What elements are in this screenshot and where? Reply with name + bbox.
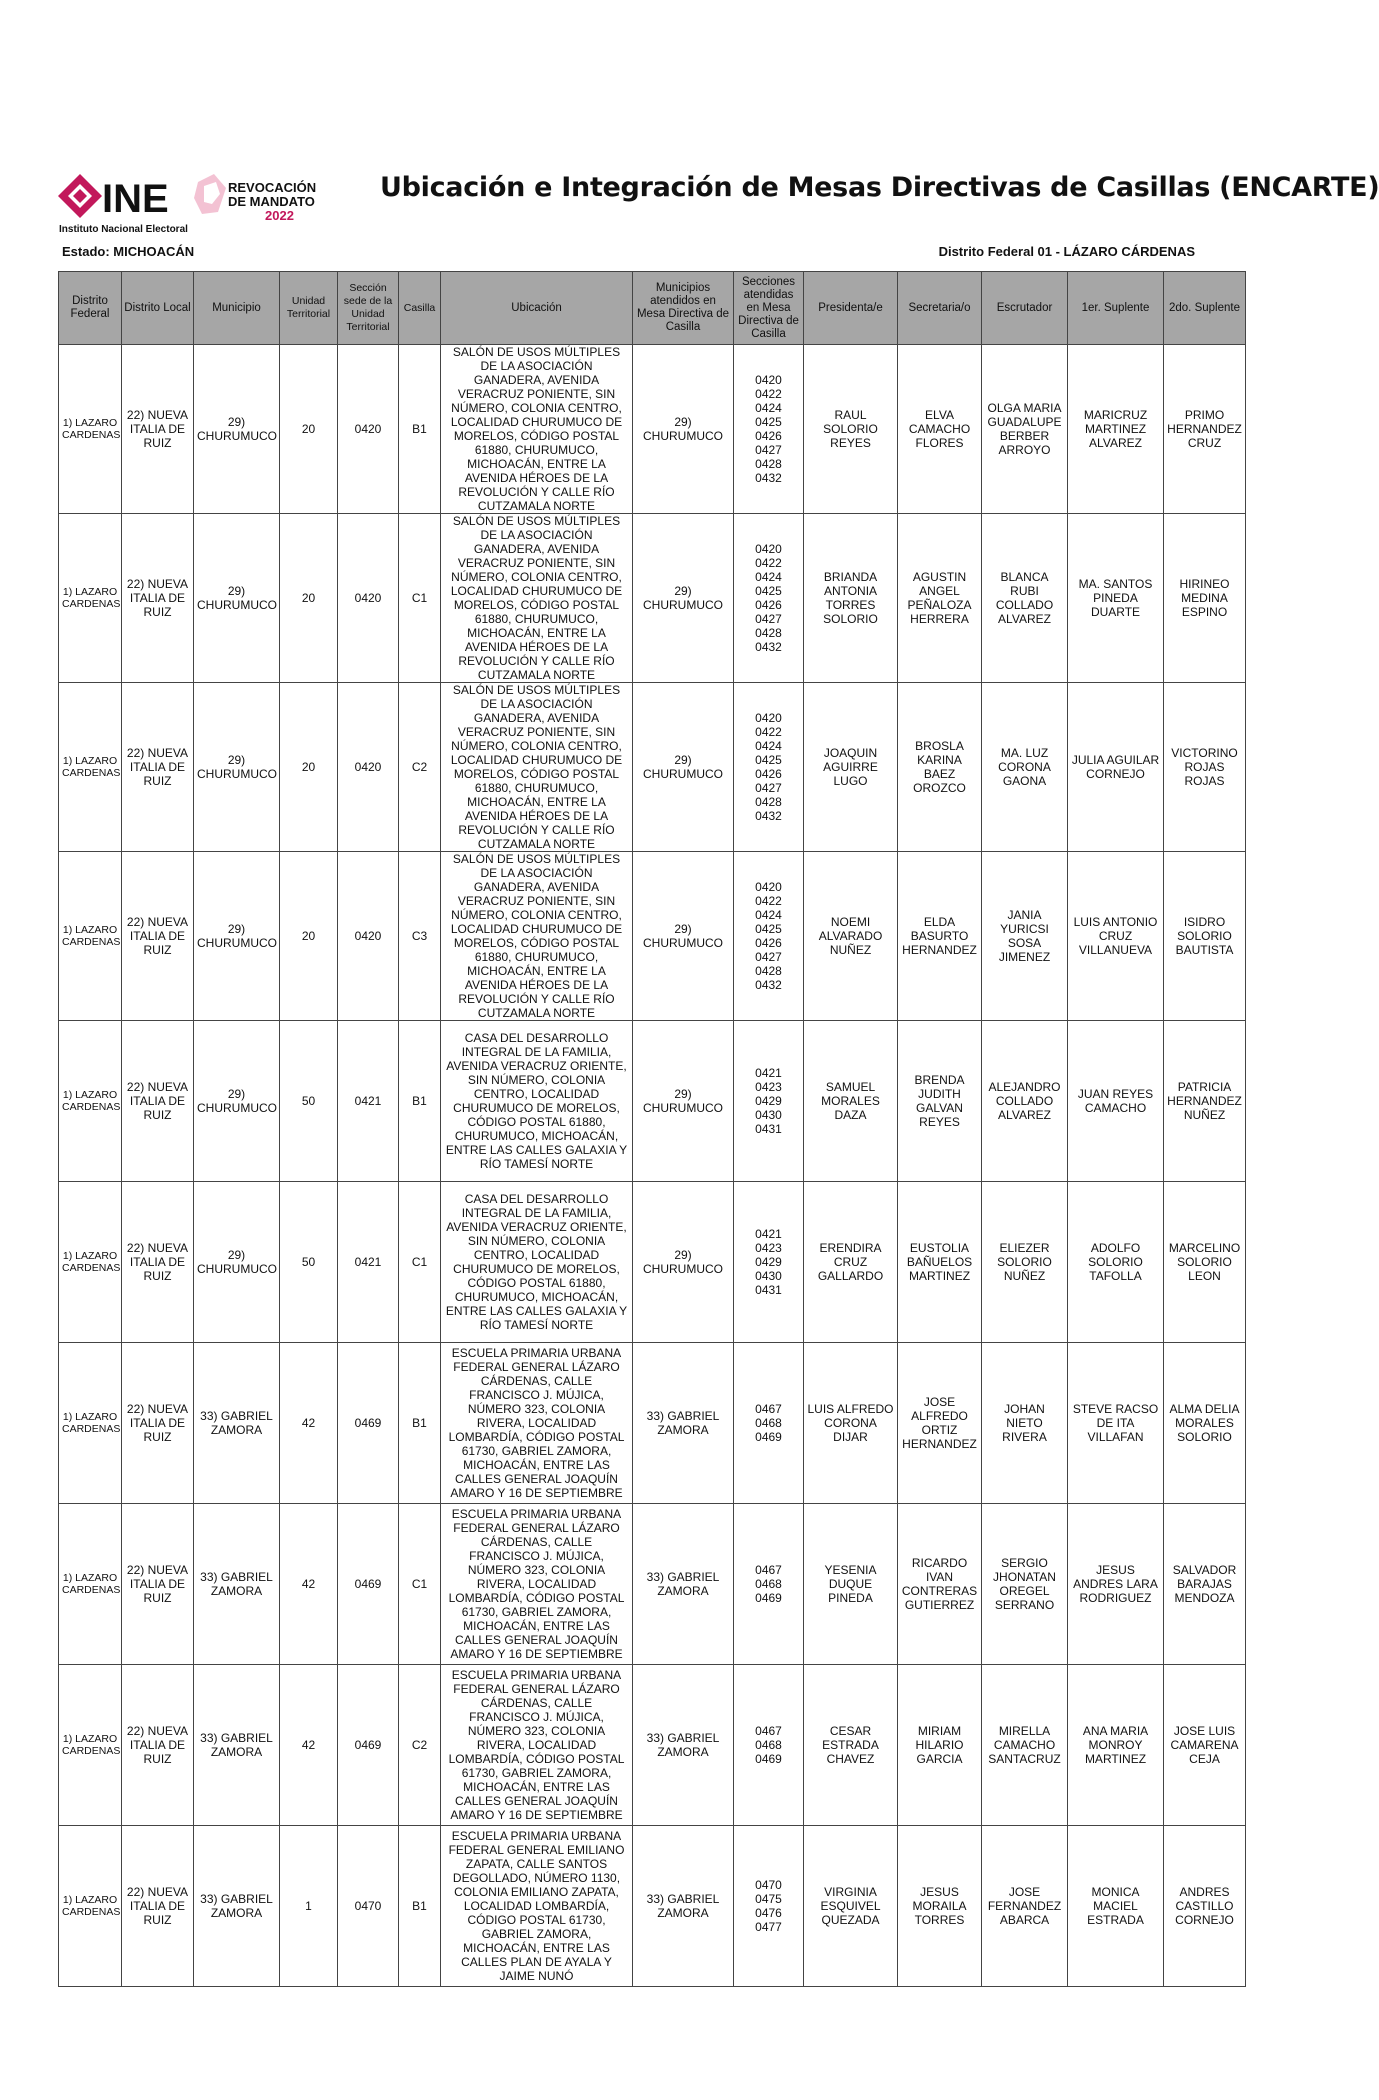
cell-distrito-federal: 1) LAZARO CARDENAS — [59, 1665, 122, 1826]
estado-label: Estado: MICHOACÁN — [62, 244, 195, 259]
cell-ubicacion: CASA DEL DESARROLLO INTEGRAL DE LA FAMILIA, AVENIDA VERACRUZ ORIENTE, SIN NÚMERO, COLONIA CENTRO, LOCALIDAD CHURUMUCO DE MORELOS, CÓDIGO POSTAL 61880, CHURUMUCO, MICHOACÁN, ENTRE LAS CALLES GALAXIA Y RÍO TAMESÍ NORTE — [441, 1021, 633, 1182]
cell-distrito-federal: 1) LAZARO CARDENAS — [59, 1826, 122, 1987]
cell-ubicacion: SALÓN DE USOS MÚLTIPLES DE LA ASOCIACIÓN GANADERA, AVENIDA VERACRUZ PONIENTE, SIN NÚMERO, COLONIA CENTRO, LOCALIDAD CHURUMUCO DE MORELOS, CÓDIGO POSTAL 61880, CHURUMUCO, MICHOACÁN, ENTRE LA AVENIDA HÉROES DE LA REVOLUCIÓN Y CALLE RÍO CUTZAMALA NORTE — [441, 852, 633, 1021]
cell-secciones: 0420 0422 0424 0425 0426 0427 0428 0432 — [734, 852, 804, 1021]
cell-presidente: LUIS ALFREDO CORONA DIJAR — [804, 1343, 898, 1504]
cell-casilla: B1 — [399, 1021, 441, 1182]
cell-suplente2: ANDRES CASTILLO CORNEJO — [1164, 1826, 1246, 1987]
cell-municipios-atendidos: 29) CHURUMUCO — [633, 514, 734, 683]
cell-suplente1: MONICA MACIEL ESTRADA — [1068, 1826, 1164, 1987]
cell-distrito-federal: 1) LAZARO CARDENAS — [59, 683, 122, 852]
cell-municipios-atendidos: 33) GABRIEL ZAMORA — [633, 1826, 734, 1987]
cell-municipio: 29) CHURUMUCO — [194, 1021, 280, 1182]
cell-unidad-territorial: 1 — [280, 1826, 338, 1987]
cell-distrito-local: 22) NUEVA ITALIA DE RUIZ — [122, 683, 194, 852]
cell-municipio: 29) CHURUMUCO — [194, 852, 280, 1021]
cell-escrutador: ELIEZER SOLORIO NUÑEZ — [982, 1182, 1068, 1343]
table-row — [59, 683, 1246, 852]
cell-suplente1: LUIS ANTONIO CRUZ VILLANUEVA — [1068, 852, 1164, 1021]
table-body — [59, 345, 1246, 1987]
col-header: Unidad Territorial — [280, 272, 338, 345]
cell-secretario: EUSTOLIA BAÑUELOS MARTINEZ — [898, 1182, 982, 1343]
cell-unidad-territorial: 42 — [280, 1343, 338, 1504]
cell-presidente: ERENDIRA CRUZ GALLARDO — [804, 1182, 898, 1343]
cell-suplente1: JESUS ANDRES LARA RODRIGUEZ — [1068, 1504, 1164, 1665]
distrito-label: Distrito Federal 01 - LÁZARO CÁRDENAS — [938, 244, 1195, 259]
cell-presidente: JOAQUIN AGUIRRE LUGO — [804, 683, 898, 852]
cell-suplente2: VICTORINO ROJAS ROJAS — [1164, 683, 1246, 852]
cell-seccion-sede: 0420 — [338, 683, 399, 852]
cell-suplente2: PRIMO HERNANDEZ CRUZ — [1164, 345, 1246, 514]
cell-seccion-sede: 0421 — [338, 1021, 399, 1182]
cell-ubicacion: ESCUELA PRIMARIA URBANA FEDERAL GENERAL LÁZARO CÁRDENAS, CALLE FRANCISCO J. MÚJICA, NÚMERO 323, COLONIA RIVERA, LOCALIDAD LOMBARDÍA, CÓDIGO POSTAL 61730, GABRIEL ZAMORA, MICHOACÁN, ENTRE LAS CALLES GENERAL JOAQUÍN AMARO Y 16 DE SEPTIEMBRE — [441, 1665, 633, 1826]
document-title: Ubicación e Integración de Mesas Directivas de Casillas (ENCARTE) — [380, 172, 1379, 203]
cell-seccion-sede: 0421 — [338, 1182, 399, 1343]
cell-ubicacion: CASA DEL DESARROLLO INTEGRAL DE LA FAMILIA, AVENIDA VERACRUZ ORIENTE, SIN NÚMERO, COLONIA CENTRO, LOCALIDAD CHURUMUCO DE MORELOS, CÓDIGO POSTAL 61880, CHURUMUCO, MICHOACÁN, ENTRE LAS CALLES GALAXIA Y RÍO TAMESÍ NORTE — [441, 1182, 633, 1343]
cell-distrito-federal: 1) LAZARO CARDENAS — [59, 1504, 122, 1665]
cell-secretario: BROSLA KARINA BAEZ OROZCO — [898, 683, 982, 852]
table-row — [59, 1343, 1246, 1504]
cell-suplente1: JULIA AGUILAR CORNEJO — [1068, 683, 1164, 852]
col-header: Secciones atendidas en Mesa Directiva de Casilla — [734, 272, 804, 345]
cell-municipios-atendidos: 29) CHURUMUCO — [633, 852, 734, 1021]
cell-casilla: B1 — [399, 1826, 441, 1987]
cell-suplente1: JUAN REYES CAMACHO — [1068, 1021, 1164, 1182]
cell-unidad-territorial: 20 — [280, 683, 338, 852]
cell-suplente2: HIRINEO MEDINA ESPINO — [1164, 514, 1246, 683]
cell-distrito-local: 22) NUEVA ITALIA DE RUIZ — [122, 345, 194, 514]
cell-escrutador: MA. LUZ CORONA GAONA — [982, 683, 1068, 852]
cell-casilla: B1 — [399, 1343, 441, 1504]
cell-ubicacion: ESCUELA PRIMARIA URBANA FEDERAL GENERAL LÁZARO CÁRDENAS, CALLE FRANCISCO J. MÚJICA, NÚMERO 323, COLONIA RIVERA, LOCALIDAD LOMBARDÍA, CÓDIGO POSTAL 61730, GABRIEL ZAMORA, MICHOACÁN, ENTRE LAS CALLES GENERAL JOAQUÍN AMARO Y 16 DE SEPTIEMBRE — [441, 1504, 633, 1665]
cell-municipios-atendidos: 29) CHURUMUCO — [633, 1182, 734, 1343]
cell-secciones: 0421 0423 0429 0430 0431 — [734, 1021, 804, 1182]
cell-distrito-federal: 1) LAZARO CARDENAS — [59, 1182, 122, 1343]
cell-presidente: RAUL SOLORIO REYES — [804, 345, 898, 514]
cell-seccion-sede: 0420 — [338, 345, 399, 514]
cell-distrito-local: 22) NUEVA ITALIA DE RUIZ — [122, 1665, 194, 1826]
cell-unidad-territorial: 20 — [280, 514, 338, 683]
col-header: Secretaria/o — [898, 272, 982, 345]
cell-secciones: 0467 0468 0469 — [734, 1504, 804, 1665]
cell-seccion-sede: 0420 — [338, 514, 399, 683]
cell-secretario: AGUSTIN ANGEL PEÑALOZA HERRERA — [898, 514, 982, 683]
cell-secciones: 0420 0422 0424 0425 0426 0427 0428 0432 — [734, 345, 804, 514]
cell-suplente2: JOSE LUIS CAMARENA CEJA — [1164, 1665, 1246, 1826]
cell-presidente: CESAR ESTRADA CHAVEZ — [804, 1665, 898, 1826]
cell-distrito-local: 22) NUEVA ITALIA DE RUIZ — [122, 852, 194, 1021]
cell-seccion-sede: 0470 — [338, 1826, 399, 1987]
cell-distrito-local: 22) NUEVA ITALIA DE RUIZ — [122, 1343, 194, 1504]
table-row — [59, 1021, 1246, 1182]
cell-suplente2: SALVADOR BARAJAS MENDOZA — [1164, 1504, 1246, 1665]
encarte-table — [58, 271, 1246, 1987]
cell-distrito-federal: 1) LAZARO CARDENAS — [59, 514, 122, 683]
col-header: Presidenta/e — [804, 272, 898, 345]
cell-escrutador: SERGIO JHONATAN OREGEL SERRANO — [982, 1504, 1068, 1665]
cell-escrutador: JANIA YURICSI SOSA JIMENEZ — [982, 852, 1068, 1021]
cell-presidente: BRIANDA ANTONIA TORRES SOLORIO — [804, 514, 898, 683]
cell-suplente1: STEVE RACSO DE ITA VILLAFAN — [1068, 1343, 1164, 1504]
cell-secretario: JESUS MORAILA TORRES — [898, 1826, 982, 1987]
cell-escrutador: JOSE FERNANDEZ ABARCA — [982, 1826, 1068, 1987]
cell-distrito-federal: 1) LAZARO CARDENAS — [59, 1343, 122, 1504]
cell-municipio: 29) CHURUMUCO — [194, 1182, 280, 1343]
cell-secretario: ELDA BASURTO HERNANDEZ — [898, 852, 982, 1021]
cell-distrito-local: 22) NUEVA ITALIA DE RUIZ — [122, 1504, 194, 1665]
cell-ubicacion: SALÓN DE USOS MÚLTIPLES DE LA ASOCIACIÓN GANADERA, AVENIDA VERACRUZ PONIENTE, SIN NÚMERO, COLONIA CENTRO, LOCALIDAD CHURUMUCO DE MORELOS, CÓDIGO POSTAL 61880, CHURUMUCO, MICHOACÁN, ENTRE LA AVENIDA HÉROES DE LA REVOLUCIÓN Y CALLE RÍO CUTZAMALA NORTE — [441, 514, 633, 683]
cell-distrito-federal: 1) LAZARO CARDENAS — [59, 852, 122, 1021]
cell-escrutador: BLANCA RUBI COLLADO ALVAREZ — [982, 514, 1068, 683]
cell-distrito-local: 22) NUEVA ITALIA DE RUIZ — [122, 514, 194, 683]
cell-suplente1: ADOLFO SOLORIO TAFOLLA — [1068, 1182, 1164, 1343]
cell-unidad-territorial: 50 — [280, 1182, 338, 1343]
col-header: Distrito Local — [122, 272, 194, 345]
cell-suplente1: MA. SANTOS PINEDA DUARTE — [1068, 514, 1164, 683]
col-header: Escrutador — [982, 272, 1068, 345]
cell-municipio: 29) CHURUMUCO — [194, 683, 280, 852]
col-header: Sección sede de la Unidad Territorial — [338, 272, 399, 345]
cell-municipio: 33) GABRIEL ZAMORA — [194, 1504, 280, 1665]
cell-casilla: C1 — [399, 1504, 441, 1665]
cell-unidad-territorial: 42 — [280, 1665, 338, 1826]
table-row — [59, 1826, 1246, 1987]
cell-casilla: B1 — [399, 345, 441, 514]
cell-secciones: 0467 0468 0469 — [734, 1343, 804, 1504]
cell-ubicacion: ESCUELA PRIMARIA URBANA FEDERAL GENERAL EMILIANO ZAPATA, CALLE SANTOS DEGOLLADO, NÚMERO 1130, COLONIA EMILIANO ZAPATA, LOCALIDAD LOMBARDÍA, CÓDIGO POSTAL 61730, GABRIEL ZAMORA, MICHOACÁN, ENTRE LAS CALLES PLAN DE AYALA Y JAIME NUNÓ — [441, 1826, 633, 1987]
cell-municipios-atendidos: 33) GABRIEL ZAMORA — [633, 1665, 734, 1826]
cell-municipio: 29) CHURUMUCO — [194, 514, 280, 683]
cell-municipios-atendidos: 29) CHURUMUCO — [633, 1021, 734, 1182]
cell-unidad-territorial: 50 — [280, 1021, 338, 1182]
cell-suplente2: PATRICIA HERNANDEZ NUÑEZ — [1164, 1021, 1246, 1182]
cell-suplente1: MARICRUZ MARTINEZ ALVAREZ — [1068, 345, 1164, 514]
cell-suplente2: MARCELINO SOLORIO LEON — [1164, 1182, 1246, 1343]
cell-municipios-atendidos: 33) GABRIEL ZAMORA — [633, 1343, 734, 1504]
table-row — [59, 345, 1246, 514]
table-row — [59, 1665, 1246, 1826]
cell-distrito-local: 22) NUEVA ITALIA DE RUIZ — [122, 1021, 194, 1182]
cell-secretario: BRENDA JUDITH GALVAN REYES — [898, 1021, 982, 1182]
cell-municipio: 29) CHURUMUCO — [194, 345, 280, 514]
cell-secciones: 0421 0423 0429 0430 0431 — [734, 1182, 804, 1343]
cell-secciones: 0467 0468 0469 — [734, 1665, 804, 1826]
cell-unidad-territorial: 42 — [280, 1504, 338, 1665]
cell-suplente1: ANA MARIA MONROY MARTINEZ — [1068, 1665, 1164, 1826]
cell-municipios-atendidos: 33) GABRIEL ZAMORA — [633, 1504, 734, 1665]
table-row — [59, 514, 1246, 683]
col-header: 2do. Suplente — [1164, 272, 1246, 345]
cell-municipio: 33) GABRIEL ZAMORA — [194, 1665, 280, 1826]
col-header: 1er. Suplente — [1068, 272, 1164, 345]
logo-ine-text: INE — [102, 177, 169, 221]
cell-casilla: C2 — [399, 683, 441, 852]
cell-suplente2: ISIDRO SOLORIO BAUTISTA — [1164, 852, 1246, 1021]
cell-secciones: 0420 0422 0424 0425 0426 0427 0428 0432 — [734, 514, 804, 683]
cell-distrito-federal: 1) LAZARO CARDENAS — [59, 1021, 122, 1182]
cell-municipios-atendidos: 29) CHURUMUCO — [633, 345, 734, 514]
cell-seccion-sede: 0469 — [338, 1343, 399, 1504]
ine-revocacion-logo — [58, 172, 318, 234]
cell-escrutador: OLGA MARIA GUADALUPE BERBER ARROYO — [982, 345, 1068, 514]
cell-unidad-territorial: 20 — [280, 345, 338, 514]
logo-ine-subtitle: Instituto Nacional Electoral — [59, 224, 188, 235]
cell-seccion-sede: 0469 — [338, 1504, 399, 1665]
cell-secretario: ELVA CAMACHO FLORES — [898, 345, 982, 514]
cell-distrito-local: 22) NUEVA ITALIA DE RUIZ — [122, 1182, 194, 1343]
logo-revocacion-line1: REVOCACIÓN — [228, 180, 317, 195]
cell-distrito-local: 22) NUEVA ITALIA DE RUIZ — [122, 1826, 194, 1987]
cell-escrutador: ALEJANDRO COLLADO ALVAREZ — [982, 1021, 1068, 1182]
cell-seccion-sede: 0420 — [338, 852, 399, 1021]
cell-casilla: C3 — [399, 852, 441, 1021]
cell-presidente: SAMUEL MORALES DAZA — [804, 1021, 898, 1182]
cell-presidente: NOEMI ALVARADO NUÑEZ — [804, 852, 898, 1021]
logo-year: 2022 — [265, 208, 294, 223]
cell-municipio: 33) GABRIEL ZAMORA — [194, 1826, 280, 1987]
cell-secretario: RICARDO IVAN CONTRERAS GUTIERREZ — [898, 1504, 982, 1665]
table-header-row — [59, 272, 1246, 345]
cell-casilla: C2 — [399, 1665, 441, 1826]
cell-municipio: 33) GABRIEL ZAMORA — [194, 1343, 280, 1504]
cell-secretario: MIRIAM HILARIO GARCIA — [898, 1665, 982, 1826]
table-row — [59, 1504, 1246, 1665]
cell-presidente: VIRGINIA ESQUIVEL QUEZADA — [804, 1826, 898, 1987]
cell-municipios-atendidos: 29) CHURUMUCO — [633, 683, 734, 852]
col-header: Municipios atendidos en Mesa Directiva de Casilla — [633, 272, 734, 345]
col-header: Casilla — [399, 272, 441, 345]
logo-revocacion-line2: DE MANDATO — [228, 194, 315, 209]
table-row — [59, 852, 1246, 1021]
cell-suplente2: ALMA DELIA MORALES SOLORIO — [1164, 1343, 1246, 1504]
table-row — [59, 1182, 1246, 1343]
cell-secretario: JOSE ALFREDO ORTIZ HERNANDEZ — [898, 1343, 982, 1504]
cell-escrutador: JOHAN NIETO RIVERA — [982, 1343, 1068, 1504]
cell-ubicacion: SALÓN DE USOS MÚLTIPLES DE LA ASOCIACIÓN GANADERA, AVENIDA VERACRUZ PONIENTE, SIN NÚMERO, COLONIA CENTRO, LOCALIDAD CHURUMUCO DE MORELOS, CÓDIGO POSTAL 61880, CHURUMUCO, MICHOACÁN, ENTRE LA AVENIDA HÉROES DE LA REVOLUCIÓN Y CALLE RÍO CUTZAMALA NORTE — [441, 683, 633, 852]
cell-casilla: C1 — [399, 1182, 441, 1343]
cell-ubicacion: SALÓN DE USOS MÚLTIPLES DE LA ASOCIACIÓN GANADERA, AVENIDA VERACRUZ PONIENTE, SIN NÚMERO, COLONIA CENTRO, LOCALIDAD CHURUMUCO DE MORELOS, CÓDIGO POSTAL 61880, CHURUMUCO, MICHOACÁN, ENTRE LA AVENIDA HÉROES DE LA REVOLUCIÓN Y CALLE RÍO CUTZAMALA NORTE — [441, 345, 633, 514]
cell-presidente: YESENIA DUQUE PINEDA — [804, 1504, 898, 1665]
cell-casilla: C1 — [399, 514, 441, 683]
cell-seccion-sede: 0469 — [338, 1665, 399, 1826]
col-header: Ubicación — [441, 272, 633, 345]
cell-escrutador: MIRELLA CAMACHO SANTACRUZ — [982, 1665, 1068, 1826]
cell-unidad-territorial: 20 — [280, 852, 338, 1021]
cell-distrito-federal: 1) LAZARO CARDENAS — [59, 345, 122, 514]
cell-secciones: 0420 0422 0424 0425 0426 0427 0428 0432 — [734, 683, 804, 852]
cell-ubicacion: ESCUELA PRIMARIA URBANA FEDERAL GENERAL LÁZARO CÁRDENAS, CALLE FRANCISCO J. MÚJICA, NÚMERO 323, COLONIA RIVERA, LOCALIDAD LOMBARDÍA, CÓDIGO POSTAL 61730, GABRIEL ZAMORA, MICHOACÁN, ENTRE LAS CALLES GENERAL JOAQUÍN AMARO Y 16 DE SEPTIEMBRE — [441, 1343, 633, 1504]
col-header: Municipio — [194, 272, 280, 345]
cell-secciones: 0470 0475 0476 0477 — [734, 1826, 804, 1987]
col-header: Distrito Federal — [59, 272, 122, 345]
